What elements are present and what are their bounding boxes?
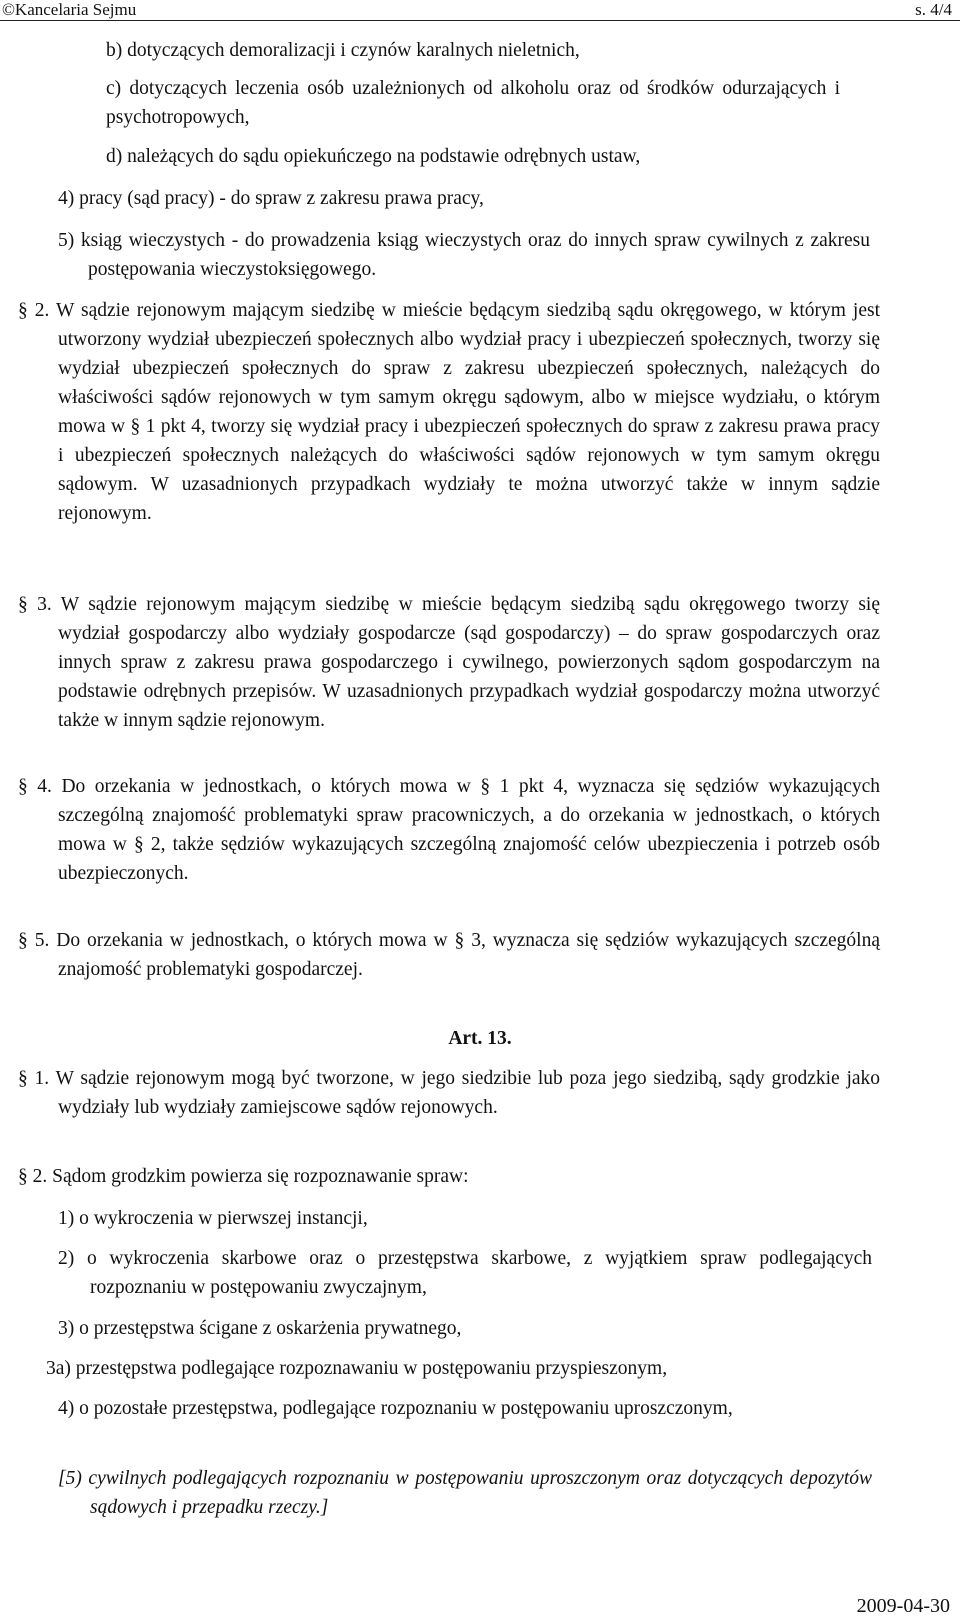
copyright-label: ©Kancelaria Sejmu — [2, 0, 137, 19]
paragraph-3-marker: § 3. — [18, 594, 52, 615]
article-heading: Art. 13. — [448, 1028, 512, 1049]
article-item-3: 3) o przestępstwa ścigane z oskarżenia prywatnego, — [58, 1318, 462, 1339]
page-number: s. 4/4 — [915, 0, 952, 19]
list-item-b: b) dotyczących demoralizacji i czynów karalnych nieletnich, — [106, 40, 580, 61]
paragraph-5-marker: § 5. — [18, 930, 50, 951]
article-item-5: [5) cywilnych podlegających rozpoznaniu w postępowaniu uproszczonym oraz dotyczących depozytów sądowych i przepadku rzeczy.] — [58, 1468, 872, 1518]
list-item-c: c) dotyczących leczenia osób uzależnionych od alkoholu oraz od środków odurzających i psychotropowych, — [106, 78, 840, 128]
article-paragraph-1-marker: § 1. — [18, 1068, 50, 1089]
paragraph-2 — [18, 296, 880, 528]
list-item-4: 4) pracy (sąd pracy) - do spraw z zakresu prawa pracy, — [58, 188, 484, 209]
article-item-4: 4) o pozostałe przestępstwa, podlegające rozpoznaniu w postępowaniu uproszczonym, — [58, 1398, 733, 1419]
list-item-5: 5) ksiąg wieczystych - do prowadzenia ksiąg wieczystych oraz do innych spraw cywilnych z zakresu postępowania wieczystoksięgowego. — [58, 230, 870, 280]
paragraph-4-text: Do orzekania w jednostkach, o których mowa w § 1 pkt 4, wyznacza się sędziów wykazujących szczególną znajomość problematyki spraw pracowniczych, a do orzekania w jednostkach, o których mowa w § 2, także sędziów wykazujących szczególną znajomość celów ubezpieczenia i potrzeb osób ubezpieczonych. — [58, 776, 881, 884]
paragraph-2-text: W sądzie rejonowym mającym siedzibę w mieście będącym siedzibą sądu okręgowego, w którym jest utworzony wydział ubezpieczeń społecznych albo wydział pracy i ubezpieczeń społecznych, tworzy się wydział ubezpieczeń społecznych do spraw z zakresu ubezpieczeń społecznych, należących do właściwości sądów rejonowych w tym samym okręgu sądowym, albo w miejsce wydziału, o którym mowa w § 1 pkt 4, tworzy się wydział pracy i ubezpieczeń społecznych do spraw z zakresu prawa pracy i ubezpieczeń społecznych należących do właściwości sądów rejonowych w tym samym okręgu sądowym. W uzasadnionych przypadkach wydziały te można utworzyć także w innym sądzie rejonowym. — [55, 300, 881, 524]
paragraph-5-text: Do orzekania w jednostkach, o których mowa w § 3, wyznacza się sędziów wykazujących szczególną znajomość problematyki gospodarczej. — [56, 930, 880, 980]
article-paragraph-1-text: W sądzie rejonowym mogą być tworzone, w jego siedzibie lub poza jego siedzibą, sądy grodzkie jako wydziały lub wydziały zamiejscowe sądów rejonowych. — [55, 1068, 881, 1118]
paragraph-4-marker: § 4. — [18, 776, 52, 797]
list-item-d: d) należących do sądu opiekuńczego na podstawie odrębnych ustaw, — [106, 146, 641, 167]
paragraph-2-marker: § 2. — [18, 300, 50, 321]
article-item-2: 2) o wykroczenia skarbowe oraz o przestępstwa skarbowe, z wyjątkiem spraw podlegających rozpoznaniu w postępowaniu zwyczajnym, — [58, 1248, 872, 1298]
article-paragraph-1 — [18, 1064, 880, 1122]
paragraph-5 — [18, 926, 880, 984]
page-header — [0, 0, 960, 22]
article-paragraph-2 — [18, 1162, 840, 1191]
paragraph-4 — [18, 772, 880, 888]
article-item-3a: 3a) przestępstwa podlegające rozpoznawaniu w postępowaniu przyspieszonym, — [46, 1358, 668, 1379]
footer-date: 2009-04-30 — [856, 1595, 950, 1617]
paragraph-3 — [18, 590, 880, 735]
article-paragraph-2-marker: § 2. — [18, 1166, 48, 1187]
header-divider — [0, 20, 960, 21]
article-paragraph-2-text: Sądom grodzkim powierza się rozpoznawanie spraw: — [52, 1166, 469, 1187]
article-item-1: 1) o wykroczenia w pierwszej instancji, — [58, 1208, 368, 1229]
paragraph-3-text: W sądzie rejonowym mającym siedzibę w mieście będącym siedzibą sądu okręgowego tworzy się wydział gospodarczy albo wydziały gospodarcze (sąd gospodarczy) – do spraw gospodarczych oraz innych spraw z zakresu prawa gospodarczego i cywilnego, powierzonych sądom gospodarczym na podstawie odrębnych przepisów. W uzasadnionych przypadkach wydział gospodarczy można utworzyć także w innym sądzie rejonowym. — [58, 594, 880, 731]
